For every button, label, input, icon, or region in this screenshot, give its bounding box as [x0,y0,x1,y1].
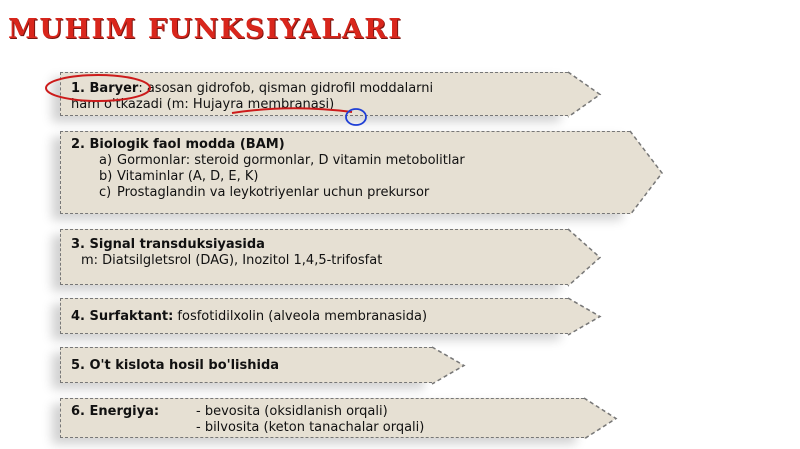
item-2-sub-c [71,185,630,201]
item-1-line-2: ham o'tkazadi (m: Hujayra membranasi) [71,97,335,112]
box-arrow-tip [432,347,464,384]
item-6-line-2: - bilvosita (keton tanachalar orqali) [196,420,425,435]
sub-c-text: Prostaglandin va leykotriyenlar uchun prekursor [117,185,430,200]
box-arrow-tip [584,398,616,439]
page-title: MUHIM FUNKSIYALARI [8,14,403,45]
item-6-row-1 [71,404,584,420]
sub-b-mark: b) [99,169,113,184]
sub-c-mark: c) [99,185,112,200]
item-box-6 [60,398,584,438]
item-5-lead: 5. O't kislota hosil bo'lishida [71,358,280,373]
item-2-lead: 2. Biologik faol modda (BAM) [71,137,285,152]
item-box-4 [60,298,568,334]
item-1-text: : asosan gidrofob, qisman gidrofil moddalarni [138,81,434,96]
item-box-1 [60,72,568,116]
item-box-3 [60,229,568,285]
item-3-lead: 3. Signal transduksiyasida [71,237,265,252]
item-4-text: fosfotidilxolin (alveola membranasida) [173,309,428,324]
item-2-sub-a [71,153,630,169]
item-box-5 [60,347,432,383]
box-arrow-tip [630,131,662,215]
box-arrow-tip [568,72,600,117]
item-1-line-1 [71,81,568,97]
item-4-lead: 4. Surfaktant: [71,309,174,324]
item-2-sub-b [71,169,630,185]
box-arrow-tip [568,298,600,335]
item-6-lead: 6. Energiya: [71,404,160,419]
sub-a-text: Gormonlar: steroid gormonlar, D vitamin metobolitlar [117,153,465,168]
sub-a-mark: a) [99,153,113,168]
box-arrow-tip [568,229,600,286]
sub-b-text: Vitaminlar (A, D, E, K) [117,169,259,184]
item-6-line-1: - bevosita (oksidlanish orqali) [196,404,388,419]
item-3-line-2: m: Diatsilgletsrol (DAG), Inozitol 1,4,5-trifosfat [81,253,383,268]
item-4-line [71,309,568,325]
item-6-row-2 [71,420,584,436]
item-box-2 [60,131,630,214]
item-1-lead: 1. Baryer [71,81,139,96]
